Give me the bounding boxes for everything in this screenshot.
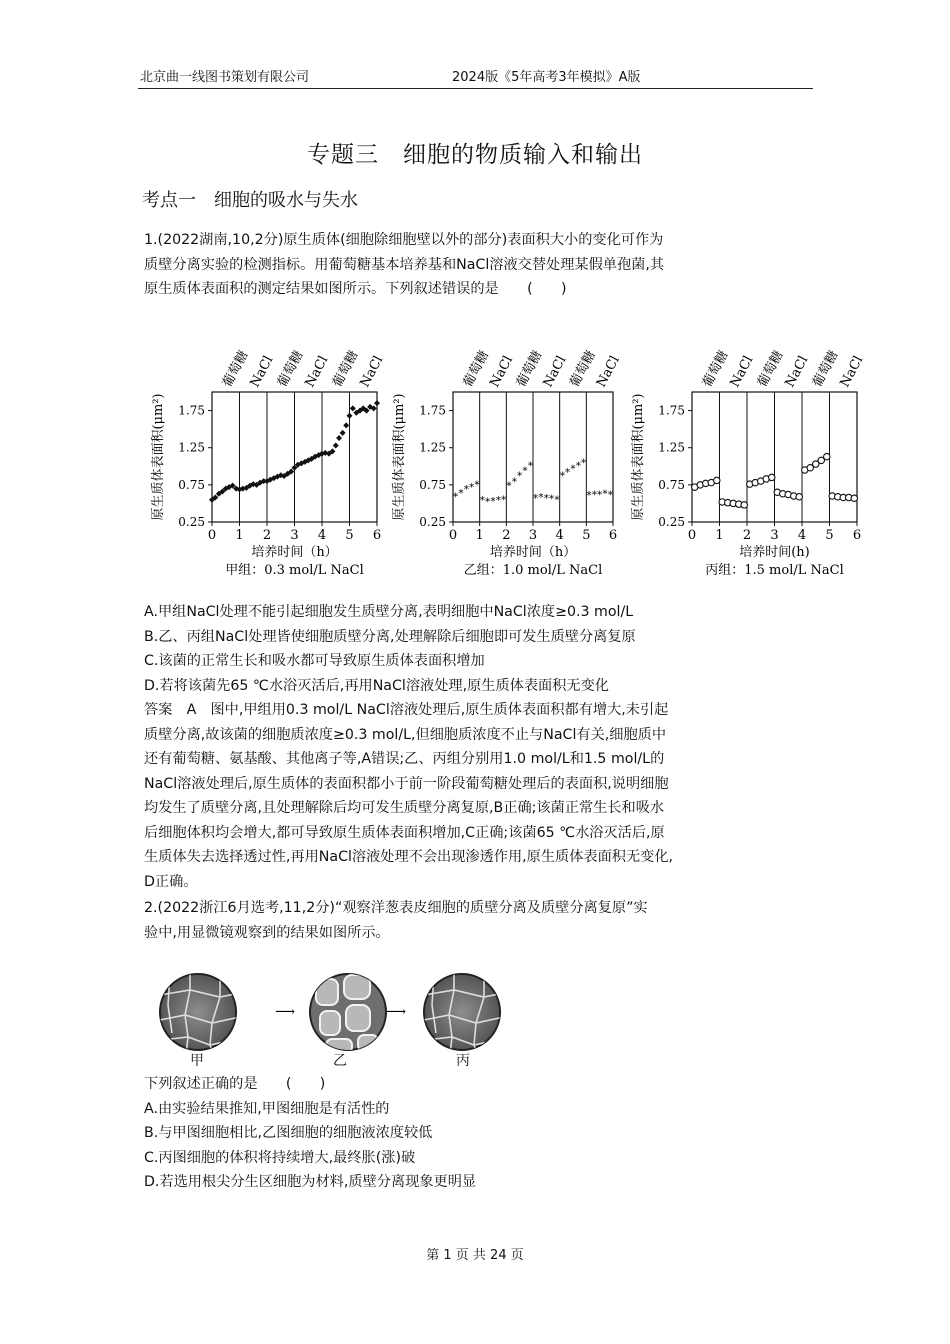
data-point: * (517, 471, 523, 483)
phase-label: NaCl (782, 353, 812, 390)
x-axis-label: 培养时间（h） (489, 545, 577, 560)
phase-label: NaCl (302, 353, 332, 390)
data-point (340, 430, 346, 436)
phase-label: 葡萄糖 (810, 348, 842, 390)
x-tick-label: 5 (582, 528, 591, 543)
phase-label: NaCl (727, 353, 757, 390)
data-point: * (469, 482, 475, 494)
q2-stem (144, 896, 814, 945)
q2-question: 下列叙述正确的是 ( ) (144, 1076, 326, 1092)
x-tick-label: 3 (770, 528, 779, 543)
phase-label: 葡萄糖 (220, 348, 252, 390)
data-point: * (538, 492, 544, 504)
data-point: * (506, 480, 512, 492)
phase-label: NaCl (487, 353, 517, 390)
phase-label: 葡萄糖 (755, 348, 787, 390)
data-point (714, 477, 720, 483)
x-tick-label: 0 (687, 528, 697, 543)
y-tick-label: 1.25 (178, 440, 205, 455)
micrograph-label-jia: 甲 (190, 1053, 204, 1069)
data-point: * (490, 496, 496, 508)
y-tick-label: 0.25 (419, 515, 446, 529)
data-point: * (559, 471, 565, 483)
data-point (374, 400, 380, 406)
data-point: * (602, 489, 608, 501)
q1-stem-line: 1.(2022湖南,10,2分)原生质体(细胞除细胞壁以外的部分)表面积大小的变化可作为 (144, 232, 664, 248)
y-tick-label: 1.75 (419, 403, 446, 418)
header-book: 2024版《5年高考3年模拟》A版 (452, 70, 641, 85)
q1-answer-line: NaCl溶液处理后,原生质体的表面积都小于前一阶段葡萄糖处理后的表面积,说明细胞 (144, 775, 669, 792)
q1-answer-line: 答案 A 图中,甲组用0.3 mol/L NaCl溶液处理后,原生质体表面积都有增大,未引起 (144, 702, 669, 718)
data-point: * (586, 490, 592, 502)
q2-stem-line: 验中,用显微镜观察到的结果如图所示。 (144, 924, 390, 941)
data-point: * (501, 494, 507, 506)
x-tick-label: 3 (528, 528, 538, 543)
y-tick-label: 0.75 (178, 477, 205, 492)
data-point (851, 495, 857, 501)
x-tick-label: 4 (317, 528, 327, 543)
section-heading: 考点一 细胞的吸水与失水 (142, 190, 358, 211)
chart-title: 丙组：1.5 mol/L NaCl (705, 563, 844, 578)
q1-option-a: A.甲组NaCl处理不能引起细胞发生质壁分离,表明细胞中NaCl浓度≥0.3 mol/L (144, 604, 634, 620)
q1-option-b: B.乙、丙组NaCl处理皆使细胞质壁分离,处理解除后细胞即可发生质壁分离复原 (144, 628, 636, 645)
y-tick-label: 1.25 (658, 440, 685, 455)
header-publisher: 北京曲一线图书策划有限公司 (140, 70, 310, 85)
header-divider (138, 88, 813, 89)
x-axis-label: 培养时间（h） (251, 545, 338, 560)
page-footer: 第 1 页 共 24 页 (426, 1248, 524, 1263)
data-point (824, 453, 830, 459)
data-point: * (591, 489, 597, 501)
data-point: * (495, 495, 501, 507)
phase-label: 葡萄糖 (460, 348, 493, 390)
data-point: * (485, 497, 491, 509)
x-tick-label: 6 (372, 528, 382, 543)
phase-label: NaCl (357, 353, 387, 390)
y-tick-label: 0.25 (658, 515, 685, 529)
q1-answer-line: 生质体失去选择透过性,再用NaCl溶液处理不会出现渗透作用,原生质体表面积无变化, (144, 849, 674, 865)
q2-stem-line: 2.(2022浙江6月选考,11,2分)“观察洋葱表皮细胞的质壁分离及质壁分离复原”实 (144, 900, 648, 916)
micrograph-label-bing: 丙 (456, 1053, 470, 1069)
chart-title: 甲组：0.3 mol/L NaCl (225, 563, 364, 578)
micrograph-bing (424, 970, 504, 1057)
q1-options (144, 600, 814, 894)
data-point (336, 435, 342, 441)
q1-option-c: C.该菌的正常生长和吸水都可导致原生质体表面积增加 (144, 653, 485, 669)
x-tick-label: 5 (825, 528, 834, 543)
q1-stem-line: 质壁分离实验的检测指标。用葡萄糖基本培养基和NaCl溶液交替处理某假单孢菌,其 (144, 256, 665, 273)
chart-jia (150, 348, 386, 578)
q2-option-b: B.与甲图细胞相比,乙图细胞的细胞液浓度较低 (144, 1125, 433, 1141)
q1-stem-line: 原生质体表面积的测定结果如图所示。下列叙述错误的是 ( ) (144, 281, 567, 297)
x-tick-label: 3 (290, 528, 299, 543)
arrow-icon: ⟶ (386, 1004, 407, 1020)
x-tick-label: 6 (608, 528, 618, 543)
q1-answer-line: 后细胞体积均会增大,都可导致原生质体表面积增加,C正确;该菌65 ℃水浴灭活后,原 (144, 824, 665, 841)
phase-label: NaCl (593, 353, 623, 390)
data-point: * (463, 484, 469, 496)
page-title: 专题三 细胞的物质输入和输出 (307, 142, 643, 168)
q1-option-d: D.若将该菌先65 ℃水浴灭活后,再用NaCl溶液处理,原生质体表面积无变化 (144, 677, 609, 694)
data-point: * (565, 467, 571, 479)
y-tick-label: 0.25 (178, 515, 205, 529)
phase-label: 葡萄糖 (275, 348, 307, 390)
chart-bing (630, 348, 866, 578)
phase-label: 葡萄糖 (330, 348, 362, 390)
data-point (333, 442, 339, 448)
data-point: * (511, 477, 517, 489)
data-point: * (533, 493, 539, 505)
data-point: * (479, 495, 485, 507)
data-point (350, 405, 356, 411)
x-tick-label: 2 (502, 528, 511, 543)
x-tick-label: 5 (345, 528, 354, 543)
phase-label: NaCl (540, 353, 570, 390)
y-tick-label: 1.75 (658, 403, 685, 418)
y-axis-label: 原生质体表面积(μm²) (392, 393, 407, 521)
phase-label: NaCl (247, 353, 277, 390)
y-tick-label: 0.75 (419, 477, 446, 492)
data-point: * (554, 494, 560, 506)
x-tick-label: 2 (742, 528, 752, 543)
data-point (769, 474, 775, 480)
data-point: * (522, 466, 528, 477)
phase-label: 葡萄糖 (567, 348, 599, 390)
y-tick-label: 0.75 (658, 477, 685, 492)
chart-title: 乙组：1.0 mol/L NaCl (463, 563, 603, 578)
x-tick-label: 6 (852, 528, 862, 543)
data-point (343, 422, 349, 428)
data-point: * (453, 492, 459, 503)
q2-option-c: C.丙图细胞的体积将持续增大,最终胀(涨)破 (144, 1149, 416, 1166)
y-axis-label: 原生质体表面积(μm²) (631, 393, 646, 521)
q1-answer-line: 质壁分离,故该菌的细胞质浓度≥0.3 mol/L,但细胞质浓度不止与NaCl有关,细胞质中 (144, 726, 667, 743)
x-tick-label: 4 (797, 528, 807, 543)
phase-label: 葡萄糖 (700, 348, 732, 390)
data-point: * (575, 460, 581, 472)
data-point: * (549, 494, 555, 506)
q1-answer-line: D正确。 (144, 873, 198, 890)
data-point: * (458, 488, 464, 500)
data-point (347, 413, 353, 419)
data-point (741, 502, 747, 508)
q1-answer-line: 还有葡萄糖、氨基酸、其他离子等,A错误;乙、丙组分别用1.0 mol/L和1.5 mol/L的 (144, 751, 665, 767)
q2-body (144, 1072, 814, 1195)
y-tick-label: 1.75 (178, 403, 205, 418)
q2-option-a: A.由实验结果推知,甲图细胞是有活性的 (144, 1100, 390, 1117)
q1-stem (144, 228, 814, 302)
chart-yi (391, 348, 623, 578)
q1-figure (140, 330, 867, 590)
x-tick-label: 1 (715, 528, 724, 543)
data-point: * (543, 493, 549, 505)
phase-label: NaCl (837, 353, 867, 390)
data-point: * (581, 457, 587, 469)
data-point (796, 494, 802, 500)
x-tick-label: 0 (207, 528, 217, 543)
q1-answer-line: 均发生了质壁分离,且处理解除后均可发生质壁分离复原,B正确;该菌正常生长和吸水 (144, 800, 665, 816)
data-point: * (597, 489, 603, 501)
x-tick-label: 2 (262, 528, 272, 543)
data-point: * (474, 480, 480, 492)
x-tick-label: 1 (235, 528, 244, 543)
arrow-icon: ⟶ (275, 1004, 296, 1020)
phase-label: 葡萄糖 (513, 348, 546, 390)
data-point: * (527, 460, 533, 472)
y-tick-label: 1.25 (419, 440, 446, 455)
data-point: * (607, 489, 613, 501)
q2-option-d: D.若选用根尖分生区细胞为材料,质壁分离现象更明显 (144, 1174, 477, 1190)
x-tick-label: 4 (555, 528, 564, 543)
x-tick-label: 1 (475, 528, 484, 543)
x-tick-label: 0 (448, 528, 458, 543)
y-axis-label: 原生质体表面积(μm²) (151, 393, 166, 521)
data-point: * (570, 463, 576, 475)
micrograph-yi (310, 974, 386, 1053)
x-axis-label: 培养时间(h) (739, 545, 810, 560)
micrograph-jia (160, 970, 240, 1057)
micrograph-label-yi: 乙 (333, 1053, 347, 1069)
